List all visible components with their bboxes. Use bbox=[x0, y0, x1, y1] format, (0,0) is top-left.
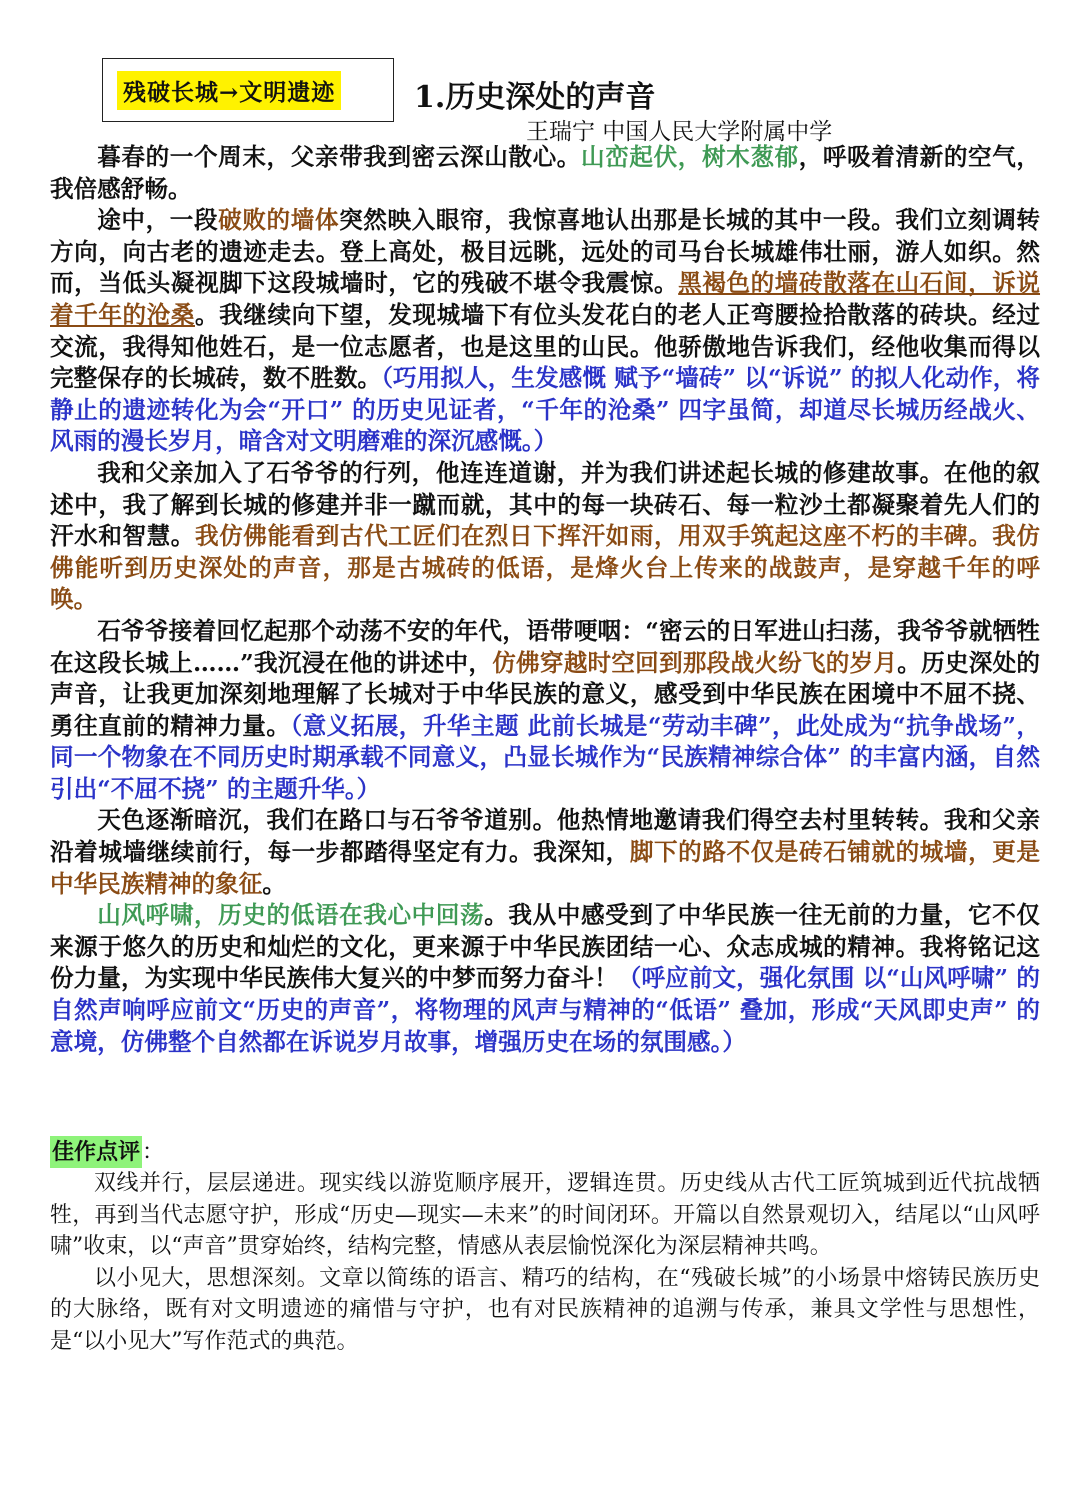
author-line: 王瑞宁 中国人民大学附属中学 bbox=[526, 119, 833, 145]
essay-paragraph-4 bbox=[50, 616, 1040, 806]
essay-paragraph-1 bbox=[50, 142, 1040, 205]
review-body bbox=[50, 1168, 1040, 1358]
highlight-green-text: 山风呼啸，历史的低语在我心中回荡 bbox=[97, 901, 485, 930]
review-heading-colon: ： bbox=[142, 1140, 165, 1165]
text-segment: 。历史深处的声音，让我更加深刻地理解了长城对于中华民族的意义，感受到中华民族在困境中不屈不挠、勇往直前的精神力量。 bbox=[50, 648, 1041, 740]
topic-tag: 残破长城→文明遗迹 bbox=[117, 71, 341, 110]
review-paragraph-2: 以小见大，思想深刻。文章以简练的语言、精巧的结构，在“残破长城”的小场景中熔铸民族历史的大脉络，既有对文明遗迹的痛惜与守护，也有对民族精神的追溯与传承，兼具文学性与思想性，是“以小见大”写作范式的典范。 bbox=[50, 1265, 1040, 1354]
text-segment: ，呼吸着清新的空气，我倍感舒畅。 bbox=[50, 143, 1041, 203]
underlined-brown-text: 黑褐色的墙砖散落在山石间，诉说着千年的沧桑 bbox=[50, 269, 1041, 329]
highlight-green-text: 山峦起伏，树木葱郁 bbox=[581, 143, 799, 171]
text-segment: 我和父亲加入了石爷爷的行列，他连连道谢，并为我们讲述起长城的修建故事。在他的叙述中，我了解到长城的修建并非一蹴而就，其中的每一块砖石、每一粒沙土都凝聚着先人们的汗水和智慧。 bbox=[50, 458, 1040, 551]
essay-paragraph-5 bbox=[50, 805, 1040, 900]
essay-paragraph-6 bbox=[50, 900, 1040, 1058]
topic-tag-box bbox=[102, 58, 394, 122]
text-segment: 途中，一段 bbox=[97, 206, 219, 235]
highlight-brown-text: 仿佛穿越时空回到那段战火纷飞的岁月 bbox=[492, 648, 898, 677]
essay-paragraph-2 bbox=[50, 205, 1040, 458]
review-paragraph-1: 双线并行，层层递进。现实线以游览顺序展开，逻辑连贯。历史线从古代工匠筑城到近代抗战牺牲，再到当代志愿守护，形成“历史—现实—未来”的时间闭环。开篇以自然景观切入，结尾以“山风呼啸”收束，以“声音”贯穿始终，结构完整，情感从表层愉悦深化为深层精神共鸣。 bbox=[50, 1171, 1040, 1260]
review-heading bbox=[50, 1135, 164, 1167]
annotation-note: （意义拓展，升华主题 此前长城是“劳动丰碑”，此处成为“抗争战场”，同一个物象在不同历史时期承载不同意义，凸显长城作为“民族精神综合体” 的丰富内涵，自然引出“不屈不挠” 的主题升华。） bbox=[50, 711, 1040, 803]
essay-body bbox=[50, 142, 1040, 1058]
essay-paragraph-3 bbox=[50, 458, 1040, 616]
annotation-note: （巧用拟人，生发感慨 赋予“墙砖” 以“诉说” 的拟人化动作，将静止的遗迹转化为会“开口” 的历史见证者，“千年的沧桑” 四字虽简，却道尽长城历经战火、风雨的漫长岁月，暗含对文明磨难的深沉感慨。） bbox=[50, 364, 1041, 456]
text-segment: 突然映入眼帘，我惊喜地认出那是长城的其中一段。我们立刻调转方向，向古老的遗迹走去。登上高处，极目远眺，远处的司马台长城雄伟壮丽，游人如织。然而，当低头凝视脚下这段城墙时，它的残破不堪令我震惊。 bbox=[50, 206, 1041, 298]
review-heading-label: 佳作点评 bbox=[50, 1136, 142, 1168]
text-segment: 天色逐渐暗沉，我们在路口与石爷爷道别。他热情地邀请我们得空去村里转转。我和父亲沿着城墙继续前行，每一步都踏得坚定有力。我深知， bbox=[50, 806, 1040, 867]
highlight-brown-text: 脚下的路不仅是砖石铺就的城墙，更是中华民族精神的象征 bbox=[50, 838, 1040, 898]
annotation-note: （呼应前文，强化氛围 以“山风呼啸” 的自然声响呼应前文“历史的声音”，将物理的风声与精神的“低语” 叠加，形成“天风即史声” 的意境，仿佛整个自然都在诉说岁月故事，增强历史在场的氛围感。） bbox=[50, 964, 1040, 1056]
highlight-brown-text: 我仿佛能看到古代工匠们在烈日下挥汗如雨，用双手筑起这座不朽的丰碑。我仿佛能听到历史深处的声音，那是古城砖的低语，是烽火台上传来的战鼓声，是穿越千年的呼唤。 bbox=[50, 522, 1041, 614]
text-segment: 石爷爷接着回忆起那个动荡不安的年代，语带哽咽：“密云的日军进山扫荡，我爷爷就牺牲在这段长城上……”我沉浸在他的讲述中， bbox=[50, 616, 1040, 677]
highlight-brown-text: 破败的墙体 bbox=[218, 206, 340, 235]
text-segment: 。我从中感受到了中华民族一往无前的力量，它不仅来源于悠久的历史和灿烂的文化，更来源于中华民族团结一心、众志成城的精神。我将铭记这份力量，为实现中华民族伟大复兴的中梦而努力奋斗！ bbox=[50, 901, 1041, 993]
text-segment: 暮春的一个周末，父亲带我到密云深山散心。 bbox=[97, 143, 581, 171]
text-segment: 。 bbox=[262, 869, 286, 898]
text-segment: 。我继续向下望，发现城墙下有位头发花白的老人正弯腰捡拾散落的砖块。经过交流，我得知他姓石，是一位志愿者，也是这里的山民。他骄傲地告诉我们，经他收集而得以完整保存的长城砖，数不胜数。 bbox=[50, 300, 1041, 393]
essay-title: 1.历史深处的声音 bbox=[414, 80, 656, 115]
